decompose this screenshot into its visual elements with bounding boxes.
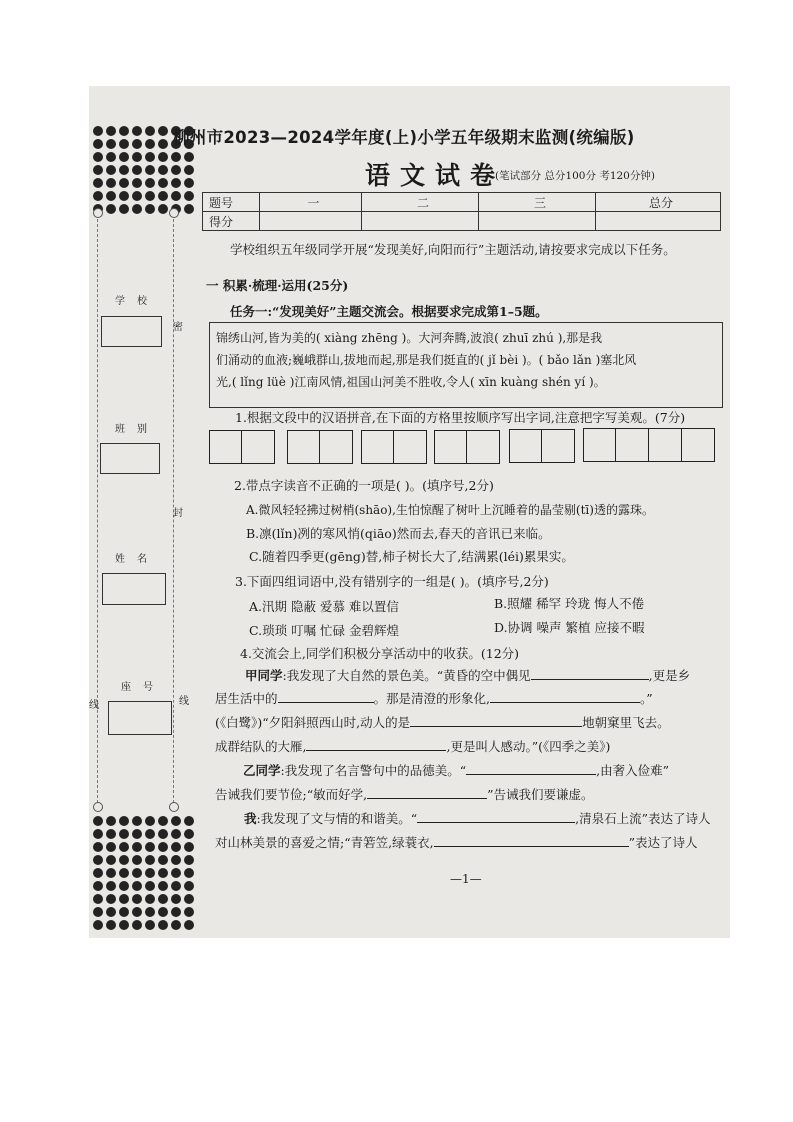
writing-box[interactable] (361, 430, 394, 464)
answer-blank[interactable] (417, 810, 575, 823)
table-cell: 总分 (596, 193, 721, 212)
question-text: ”告诫我们要谦虚。 (487, 787, 594, 802)
writing-box[interactable] (434, 430, 467, 464)
question-3-option-c: C.琐琐 叮嘱 忙碌 金碧辉煌 (249, 623, 400, 638)
seal-ring (93, 802, 103, 812)
question-text: 。” (640, 691, 653, 706)
writing-box[interactable] (509, 429, 542, 463)
answer-line (215, 833, 697, 851)
question-text: 成群结队的大雁, (215, 739, 307, 754)
writing-grid[interactable] (509, 429, 575, 463)
question-1: 1.根据文段中的汉语拼音,在下面的方格里按顺序写出字词,注意把字写美观。(7分) (235, 410, 686, 425)
answer-line (215, 713, 670, 731)
answer-line (244, 809, 711, 827)
answer-blank[interactable] (466, 762, 596, 775)
speaker-name: 乙同学 (243, 763, 281, 778)
question-text: ,更是乡 (648, 668, 691, 683)
seat-field[interactable] (108, 701, 172, 735)
answer-blank[interactable] (306, 738, 446, 751)
school-label: 学校 (115, 296, 159, 307)
writing-box[interactable] (542, 429, 575, 463)
name-field[interactable] (102, 573, 166, 605)
writing-box[interactable] (394, 430, 427, 464)
question-3-option-b: B.照耀 稀罕 玲珑 悔人不倦 (494, 596, 645, 611)
question-3: 3.下面四组词语中,没有错别字的一组是( )。(填序号,2分) (235, 574, 549, 589)
question-text: ,更是叫人感动。”(《四季之美》) (446, 739, 611, 754)
writing-box[interactable] (682, 428, 715, 462)
intro-text: 学校组织五年级同学开展“发现美好,向阳而行”主题活动,请按要求完成以下任务。 (230, 242, 676, 257)
score-input[interactable] (260, 212, 362, 231)
seal-word-mi: 密 (173, 322, 183, 333)
passage-line: 们涌动的血液;巍峨群山,拔地而起,那是我们挺直的( jǐ bèi )。( bǎo lǎn )塞北风 (216, 353, 637, 367)
writing-box[interactable] (649, 428, 682, 462)
writing-grid[interactable] (361, 430, 427, 464)
writing-box[interactable] (583, 428, 616, 462)
table-cell: 三 (479, 193, 596, 212)
writing-box[interactable] (287, 430, 320, 464)
exam-note: (笔试部分 总分100分 考120分钟) (495, 170, 655, 182)
school-field[interactable] (101, 316, 162, 347)
seal-ring (93, 208, 103, 218)
score-input[interactable] (479, 212, 596, 231)
exam-title: 柳州市2023—2024学年度(上)小学五年级期末监测(统编版) (173, 128, 635, 147)
question-text: :我发现了名言警句中的品德美。“ (280, 763, 467, 778)
writing-grid[interactable] (583, 428, 715, 462)
seal-word-feng: 封 (173, 508, 183, 519)
writing-box[interactable] (242, 430, 275, 464)
question-text: 地朝窠里飞去。 (582, 715, 670, 730)
score-input[interactable] (596, 212, 721, 231)
question-2-option-b: B.凛(lǐn)冽的寒风悄(qiāo)然而去,春天的音讯已来临。 (246, 526, 551, 541)
task1-heading: 任务一:“发现美好”主题交流会。根据要求完成第1–5题。 (230, 304, 548, 319)
seal-ring (169, 802, 179, 812)
question-text: ”表达了诗人 (628, 835, 698, 850)
dot-grid-bottom (93, 816, 194, 930)
writing-box[interactable] (467, 430, 500, 464)
answer-blank[interactable] (434, 834, 629, 847)
answer-line (215, 689, 653, 707)
writing-box[interactable] (616, 428, 649, 462)
answer-blank[interactable] (490, 690, 640, 703)
writing-grid[interactable] (434, 430, 500, 464)
seal-word-xian-left: 线 (89, 700, 99, 711)
question-text: 。那是清澄的形象化, (373, 691, 490, 706)
question-3-option-d: D.协调 噪声 繁植 应接不暇 (494, 620, 645, 635)
answer-line (215, 737, 610, 755)
name-label: 姓名 (115, 554, 159, 565)
speaker-name: 甲同学 (245, 668, 283, 683)
speaker-name: 我 (244, 811, 257, 826)
answer-blank[interactable] (367, 786, 487, 799)
table-cell: 一 (260, 193, 362, 212)
passage-line: 光,( lǐng lüè )江南风情,祖国山河美不胜收,令人( xīn kuàng shén yí )。 (216, 375, 606, 389)
answer-blank[interactable] (278, 690, 374, 703)
seal-line-left (97, 214, 98, 808)
question-text: ,由奢入俭难” (596, 763, 669, 778)
writing-box[interactable] (320, 430, 353, 464)
question-text: 告诫我们要节俭;“敏而好学, (215, 787, 368, 802)
question-text: :我发现了文与情的和谐美。“ (256, 811, 418, 826)
class-label: 班别 (115, 424, 159, 435)
table-cell: 题号 (203, 193, 260, 212)
answer-blank[interactable] (410, 714, 582, 727)
table-row (203, 193, 721, 212)
seal-ring (169, 208, 179, 218)
writing-grid[interactable] (287, 430, 353, 464)
question-text: (《白鹭》)“夕阳斜照西山时,动人的是 (215, 715, 411, 730)
score-input[interactable] (362, 212, 479, 231)
question-4: 4.交流会上,同学们积极分享活动中的收获。(12分) (240, 646, 520, 661)
answer-line (215, 785, 593, 803)
seal-word-xian-right: 线 (179, 696, 189, 707)
answer-line (243, 761, 669, 779)
question-text: 对山林美景的喜爱之情;“青箬笠,绿蓑衣, (215, 835, 434, 850)
question-3-option-a: A.汛期 隐蔽 爱慕 难以置信 (249, 599, 399, 614)
table-cell: 得分 (203, 212, 260, 231)
question-2: 2.带点字读音不正确的一项是( )。(填序号,2分) (234, 478, 494, 493)
subject-title: 语文试卷 (365, 161, 506, 190)
question-text: :我发现了大自然的景色美。“黄昏的空中偶见 (282, 668, 531, 683)
exam-paper (89, 86, 730, 938)
answer-line (245, 666, 690, 684)
score-table (202, 192, 721, 231)
class-field[interactable] (100, 443, 160, 474)
writing-grid[interactable] (209, 430, 275, 464)
table-row (203, 212, 721, 231)
page-number: —1— (450, 872, 482, 886)
question-text: 居生活中的 (215, 691, 278, 706)
answer-blank[interactable] (531, 667, 649, 680)
question-2-option-a: A.微风轻轻拂过树梢(shāo),生怕惊醒了树叶上沉睡着的晶莹剔(tī)透的露珠。 (246, 503, 654, 517)
passage-line: 锦绣山河,皆为美的( xiàng zhēng )。大河奔腾,波浪( zhuī zhú ),那是我 (216, 331, 603, 345)
question-text: ,清泉石上流”表达了诗人 (575, 811, 711, 826)
seat-label: 座号 (121, 682, 165, 693)
section1-heading: 一 积累·梳理·运用(25分) (206, 278, 349, 293)
passage-box (209, 322, 723, 408)
question-2-option-c: C.随着四季更(gēng)替,柿子树长大了,结满累(léi)累果实。 (249, 549, 574, 564)
writing-box[interactable] (209, 430, 242, 464)
table-cell: 二 (362, 193, 479, 212)
